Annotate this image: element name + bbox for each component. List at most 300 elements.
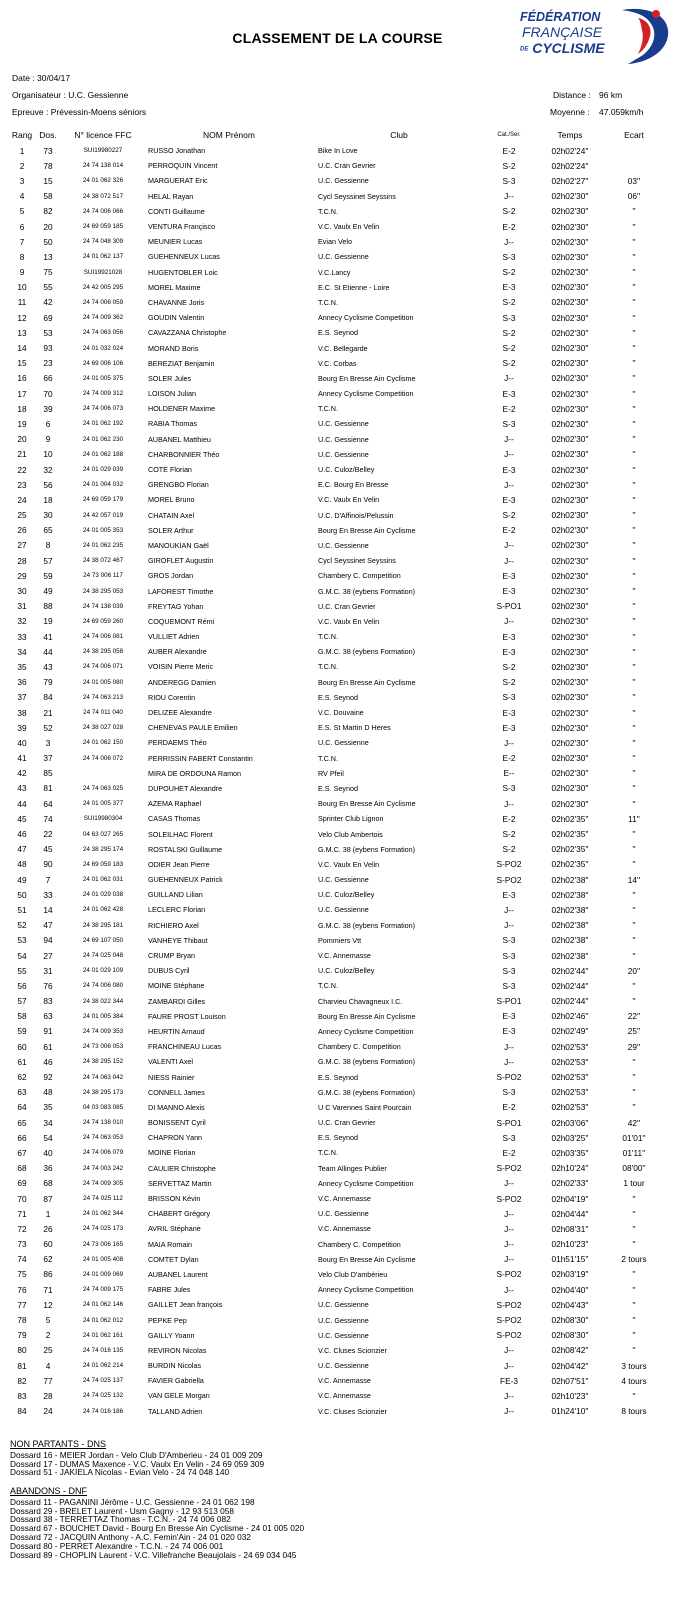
bib-cell: 93 — [43, 343, 53, 354]
bib-cell: 76 — [43, 980, 53, 991]
dns-title: NON PARTANTS - DNS — [10, 1439, 107, 1449]
category-cell: S-3 — [502, 1087, 516, 1098]
time-cell: 02h02'30'' — [551, 236, 589, 247]
gap-cell: 4 tours — [621, 1375, 647, 1386]
bib-cell: 65 — [43, 525, 53, 536]
bib-cell: 78 — [43, 160, 53, 171]
gap-cell: '' — [632, 616, 636, 627]
time-cell: 02h02'38'' — [551, 950, 589, 961]
category-cell: S-2 — [502, 677, 516, 688]
rank-cell: 31 — [17, 601, 27, 612]
rank-cell: 34 — [17, 646, 27, 657]
category-cell: J-- — [504, 737, 514, 748]
club-cell: T.C.N. — [318, 662, 338, 672]
gap-cell: '' — [632, 1299, 636, 1310]
category-cell: E-3 — [502, 1011, 516, 1022]
category-cell: S-PO2 — [496, 859, 522, 870]
club-cell: V.C. Bellegarde — [318, 343, 368, 353]
category-cell: E-3 — [502, 388, 516, 399]
licence-cell: 24 74 016 186 — [82, 1407, 124, 1415]
club-cell: RV Pfeil — [318, 768, 344, 778]
category-cell: J-- — [504, 1284, 514, 1295]
time-cell: 02h02'30'' — [551, 373, 589, 384]
rank-cell: 61 — [17, 1056, 27, 1067]
licence-cell: 24 01 062 192 — [82, 420, 124, 428]
time-cell: 02h02'30'' — [551, 722, 589, 733]
category-cell: J-- — [504, 191, 514, 202]
club-cell: V.C. Vaulx En Velin — [318, 222, 380, 232]
club-cell: Charvieu Chavagneux I.C. — [318, 996, 403, 1006]
list-item: Dossard 38 - TERRETTAZ Thomas - T.C.N. - 24 74 006 082 — [10, 1514, 231, 1525]
category-cell: J-- — [504, 540, 514, 551]
time-cell: 02h08'42'' — [551, 1345, 589, 1356]
gap-cell: '' — [632, 297, 636, 308]
table-row — [10, 1176, 662, 1191]
category-cell: E-3 — [502, 282, 516, 293]
bib-cell: 30 — [43, 510, 53, 521]
bib-cell: 4 — [45, 1360, 51, 1371]
dnf-list — [10, 1498, 304, 1560]
gap-cell: '' — [632, 707, 636, 718]
bib-cell: 41 — [43, 631, 53, 642]
licence-cell: 24 74 063 213 — [82, 693, 124, 701]
gap-cell: '' — [632, 570, 636, 581]
gap-cell: '' — [632, 388, 636, 399]
category-cell: E-2 — [502, 813, 516, 824]
gap-cell: '' — [632, 1208, 636, 1219]
category-cell: J-- — [504, 1041, 514, 1052]
table-row — [10, 371, 662, 386]
bib-cell: 46 — [43, 1056, 53, 1067]
time-cell: 02h07'51'' — [551, 1375, 589, 1386]
licence-cell: 24 01 062 161 — [82, 1331, 124, 1339]
table-row — [10, 978, 662, 993]
gap-cell: '' — [632, 631, 636, 642]
category-cell: J-- — [504, 236, 514, 247]
rider-name-cell: GUEHENNEUX Patrick — [148, 875, 223, 885]
rider-name-cell: BURDIN Nicolas — [148, 1361, 202, 1371]
bib-cell: 18 — [43, 494, 53, 505]
time-cell: 02h02'30'' — [551, 388, 589, 399]
category-cell: J-- — [504, 904, 514, 915]
club-cell: U.C. Gessienne — [318, 1300, 369, 1310]
rank-cell: 18 — [17, 403, 27, 414]
rank-cell: 55 — [17, 965, 27, 976]
bib-cell: 22 — [43, 829, 53, 840]
bib-cell: 79 — [43, 677, 53, 688]
category-cell: S-PO1 — [496, 996, 522, 1007]
table-row — [10, 1130, 662, 1145]
licence-cell: 24 74 063 042 — [82, 1073, 124, 1081]
licence-cell: 24 74 048 309 — [82, 238, 124, 246]
rider-name-cell: FAVIER Gabriella — [148, 1376, 204, 1386]
rank-cell: 68 — [17, 1163, 27, 1174]
rank-cell: 75 — [17, 1269, 27, 1280]
table-row — [10, 902, 662, 917]
gap-cell: '' — [632, 722, 636, 733]
bib-cell: 81 — [43, 783, 53, 794]
gap-cell: '' — [632, 1315, 636, 1326]
gap-cell: 14'' — [627, 874, 641, 885]
time-cell: 02h02'30'' — [551, 616, 589, 627]
licence-cell: 24 01 062 137 — [82, 253, 124, 261]
time-cell: 02h02'35'' — [551, 859, 589, 870]
rider-name-cell: CHENEVAS PAULE Emilien — [148, 723, 238, 733]
licence-cell: 24 38 295 053 — [82, 587, 124, 595]
table-row — [10, 720, 662, 735]
rank-cell: 54 — [17, 950, 27, 961]
category-cell: FE-3 — [500, 1375, 518, 1386]
licence-cell: 24 74 025 048 — [82, 952, 124, 960]
category-cell: J-- — [504, 373, 514, 384]
rider-name-cell: SOLEILHAC Florent — [148, 829, 213, 839]
licence-cell: 04 63 027 265 — [82, 830, 124, 838]
table-row — [10, 1145, 662, 1160]
time-cell: 02h03'06'' — [551, 1117, 589, 1128]
licence-cell: 24 74 025 112 — [83, 1195, 123, 1203]
club-cell: G.M.C. 38 (eybens Formation) — [318, 844, 416, 854]
time-cell: 02h02'30'' — [551, 282, 589, 293]
gap-cell: 01'01'' — [622, 1132, 646, 1143]
licence-cell: 24 74 063 053 — [82, 1134, 124, 1142]
club-cell: E.S. Seynod — [318, 328, 358, 338]
licence-cell: 24 74 063 056 — [82, 329, 124, 337]
rider-name-cell: MIRA DE ORDOUNA Ramon — [148, 768, 242, 778]
category-cell: J-- — [504, 1406, 514, 1417]
table-row — [10, 325, 662, 340]
category-cell: J-- — [504, 1360, 514, 1371]
rider-name-cell: LECLERC Florian — [148, 905, 206, 915]
time-cell: 02h02'38'' — [551, 935, 589, 946]
rider-name-cell: BRISSON Kévin — [148, 1194, 201, 1204]
time-cell: 02h02'53'' — [551, 1056, 589, 1067]
table-row — [10, 705, 662, 720]
gap-cell: '' — [632, 829, 636, 840]
time-cell: 02h02'44'' — [551, 996, 589, 1007]
time-cell: 02h02'30'' — [551, 418, 589, 429]
category-cell: E-2 — [502, 525, 516, 536]
category-cell: J-- — [504, 1345, 514, 1356]
time-cell: 02h03'25'' — [551, 1132, 589, 1143]
licence-cell: 24 73 006 117 — [83, 572, 123, 580]
rank-cell: 44 — [17, 798, 27, 809]
category-cell: J-- — [504, 1239, 514, 1250]
table-row — [10, 1312, 662, 1327]
gap-cell: '' — [632, 935, 636, 946]
time-cell: 02h10'24'' — [551, 1163, 589, 1174]
bib-cell: 8 — [45, 540, 51, 551]
rider-name-cell: COMTET Dylan — [148, 1254, 199, 1264]
bib-cell: 92 — [43, 1072, 53, 1083]
category-cell: S-2 — [502, 844, 516, 855]
table-row — [10, 568, 662, 583]
rank-cell: 37 — [17, 692, 27, 703]
bib-cell: 37 — [43, 753, 53, 764]
table-row — [10, 1252, 662, 1267]
rank-cell: 21 — [17, 449, 27, 460]
time-cell: 02h02'30'' — [551, 327, 589, 338]
table-row — [10, 811, 662, 826]
club-cell: V.C. Vaulx En Velin — [318, 616, 380, 626]
table-row — [10, 1100, 662, 1115]
category-cell: E-3 — [502, 1026, 516, 1037]
licence-cell: 24 01 005 408 — [82, 1255, 124, 1263]
licence-cell: 24 74 138 010 — [82, 1119, 124, 1127]
rider-name-cell: CHATAIN Axel — [148, 510, 195, 520]
rank-cell: 82 — [17, 1375, 27, 1386]
club-cell: V.C. Vaulx En Velin — [318, 495, 380, 505]
table-row — [10, 295, 662, 310]
licence-cell: 24 01 005 384 — [82, 1012, 124, 1020]
club-cell: T.C.N. — [318, 981, 338, 991]
table-row — [10, 1267, 662, 1282]
rank-cell: 50 — [17, 889, 27, 900]
time-cell: 02h02'30'' — [551, 753, 589, 764]
club-cell: E.S. Seynod — [318, 783, 358, 793]
table-row — [10, 492, 662, 507]
club-cell: G.M.C. 38 (eybens Formation) — [318, 586, 416, 596]
category-cell: S-2 — [502, 297, 516, 308]
table-row — [10, 508, 662, 523]
time-cell: 02h02'30'' — [551, 737, 589, 748]
rider-name-cell: AVRIL Stéphane — [148, 1224, 201, 1234]
licence-cell: 24 74 006 066 — [82, 207, 124, 215]
category-cell: S-PO1 — [496, 1117, 522, 1128]
rank-cell: 48 — [17, 859, 27, 870]
gap-cell: '' — [632, 403, 636, 414]
licence-cell: SUI19921028 — [83, 268, 123, 276]
gap-cell: '' — [632, 206, 636, 217]
bib-cell: 32 — [43, 464, 53, 475]
rank-cell: 22 — [17, 464, 27, 475]
time-cell: 02h02'53'' — [551, 1102, 589, 1113]
gap-cell: '' — [632, 434, 636, 445]
club-cell: U.C. Gessienne — [318, 1209, 369, 1219]
rank-cell: 53 — [17, 935, 27, 946]
club-cell: U.C. Cran Gevrier — [318, 161, 376, 171]
time-cell: 02h02'53'' — [551, 1087, 589, 1098]
licence-cell: 24 01 062 188 — [82, 450, 124, 458]
rider-name-cell: FABRE Jules — [148, 1285, 191, 1295]
rider-name-cell: TALLAND Adrien — [148, 1406, 203, 1416]
rank-cell: 12 — [17, 312, 27, 323]
list-item: Dossard 80 - PERRET Alexandre - T.C.N. - 24 74 006 001 — [10, 1540, 224, 1551]
club-cell: V.C. Cluses Scionzier — [318, 1345, 387, 1355]
bib-cell: 26 — [43, 1223, 53, 1234]
rank-cell: 15 — [17, 358, 27, 369]
licence-cell — [62, 766, 144, 781]
licence-cell: 24 01 032 024 — [82, 344, 124, 352]
rank-cell: 14 — [17, 343, 27, 354]
category-cell: S-PO1 — [496, 601, 522, 612]
bib-cell: 49 — [43, 586, 53, 597]
licence-cell: 24 74 006 081 — [82, 633, 124, 641]
rank-cell: 60 — [17, 1041, 27, 1052]
bib-cell: 60 — [43, 1239, 53, 1250]
club-cell: T.C.N. — [318, 1148, 338, 1158]
rank-cell: 69 — [17, 1178, 27, 1189]
gap-cell: '' — [632, 267, 636, 278]
table-row — [10, 462, 662, 477]
gap-cell: '' — [632, 737, 636, 748]
gap-cell: '' — [632, 1056, 636, 1067]
licence-cell: 24 74 011 040 — [83, 709, 123, 717]
table-row — [10, 523, 662, 538]
time-cell: 02h02'30'' — [551, 403, 589, 414]
gap-cell: '' — [632, 540, 636, 551]
bib-cell: 12 — [43, 1299, 53, 1310]
col-ecart: Ecart — [624, 130, 644, 140]
licence-cell: 24 74 016 135 — [82, 1346, 124, 1354]
club-cell: Cycl Seyssinet Seyssins — [318, 556, 396, 566]
time-cell: 02h02'30'' — [551, 783, 589, 794]
table-row — [10, 189, 662, 204]
gap-cell: '' — [632, 601, 636, 612]
club-cell: G.M.C. 38 (eybens Formation) — [318, 647, 416, 657]
rider-name-cell: ROSTALSKI Guillaume — [148, 844, 223, 854]
rank-cell: 20 — [17, 434, 27, 445]
rider-name-cell: MEUNIER Lucas — [148, 237, 203, 247]
bib-cell: 13 — [43, 251, 53, 262]
licence-cell: 24 69 059 185 — [82, 223, 124, 231]
rank-cell: 10 — [17, 282, 27, 293]
gap-cell: '' — [632, 343, 636, 354]
category-cell: J-- — [504, 1178, 514, 1189]
table-row — [10, 766, 662, 781]
category-cell: S-2 — [502, 510, 516, 521]
category-cell: S-3 — [502, 935, 516, 946]
time-cell: 02h03'19'' — [551, 1269, 589, 1280]
bib-cell: 69 — [43, 312, 53, 323]
time-cell: 02h02'24'' — [551, 145, 589, 156]
club-cell: V.C. Annemasse — [318, 1391, 371, 1401]
gap-cell: '' — [632, 555, 636, 566]
table-row — [10, 204, 662, 219]
category-cell: S-PO2 — [496, 1315, 522, 1326]
distance-value: 96 km — [599, 90, 623, 100]
bib-cell: 53 — [43, 327, 53, 338]
rank-cell: 45 — [17, 813, 27, 824]
gap-cell: '' — [632, 1390, 636, 1401]
rank-cell: 83 — [17, 1390, 27, 1401]
category-cell: S-PO2 — [496, 1072, 522, 1083]
time-cell: 02h02'24'' — [551, 160, 589, 171]
time-cell: 02h02'27'' — [551, 175, 589, 186]
category-cell: J-- — [504, 1254, 514, 1265]
licence-cell: 24 69 059 260 — [82, 617, 124, 625]
time-cell: 02h04'43'' — [551, 1299, 589, 1310]
bib-cell: 33 — [43, 889, 53, 900]
gap-cell: '' — [632, 1284, 636, 1295]
bib-cell: 45 — [43, 844, 53, 855]
category-cell: E-3 — [502, 631, 516, 642]
club-cell: U.C. Cran Gevrier — [318, 1118, 376, 1128]
table-row — [10, 629, 662, 644]
rank-cell: 3 — [19, 175, 25, 186]
rider-name-cell: CHAVANNE Joris — [148, 297, 205, 307]
club-cell: U.C. Culoz/Belley — [318, 966, 375, 976]
bib-cell: 57 — [43, 555, 53, 566]
licence-cell: 24 73 006 165 — [82, 1240, 124, 1248]
rider-name-cell: COQUEMONT Rémi — [148, 616, 215, 626]
table-row — [10, 1206, 662, 1221]
gap-cell: '' — [632, 753, 636, 764]
bib-cell: 1 — [45, 1208, 51, 1219]
category-cell: E-2 — [502, 403, 516, 414]
licence-cell: 24 74 009 175 — [82, 1286, 124, 1294]
club-cell: T.C.N. — [318, 404, 338, 414]
rank-cell: 46 — [17, 829, 27, 840]
list-item: Dossard 51 - JAKIELA Nicolas - Evian Velo - 24 74 048 140 — [10, 1467, 230, 1478]
gap-cell: '' — [632, 844, 636, 855]
bib-cell: 43 — [43, 661, 53, 672]
licence-cell: 24 74 009 312 — [82, 390, 124, 398]
rank-cell: 51 — [17, 904, 27, 915]
rider-name-cell: CASAS Thomas — [148, 814, 201, 824]
bib-cell: 88 — [43, 601, 53, 612]
rank-cell: 71 — [17, 1208, 27, 1219]
gap-cell: '' — [632, 904, 636, 915]
gap-cell: '' — [632, 358, 636, 369]
licence-cell: 24 01 062 150 — [82, 739, 124, 747]
club-cell: T.C.N. — [318, 632, 338, 642]
table-row — [10, 553, 662, 568]
ffc-logo — [520, 4, 670, 68]
rank-cell: 65 — [17, 1117, 27, 1128]
col-nom: NOM Prénom — [203, 130, 255, 140]
licence-cell: 24 01 005 375 — [82, 374, 124, 382]
gap-cell: '' — [632, 646, 636, 657]
gap-cell: '' — [632, 692, 636, 703]
rank-cell: 72 — [17, 1223, 27, 1234]
rank-cell: 23 — [17, 479, 27, 490]
rank-cell: 28 — [17, 555, 27, 566]
table-row — [10, 644, 662, 659]
table-row — [10, 1358, 662, 1373]
licence-cell: 24 74 009 353 — [82, 1027, 124, 1035]
bib-cell: 74 — [43, 813, 53, 824]
table-row — [10, 1237, 662, 1252]
category-cell: S-2 — [502, 661, 516, 672]
time-cell: 02h04'42'' — [551, 1360, 589, 1371]
time-cell: 02h02'35'' — [551, 813, 589, 824]
rank-cell: 25 — [17, 510, 27, 521]
bib-cell: 55 — [43, 282, 53, 293]
licence-cell: 24 38 295 058 — [82, 648, 124, 656]
gap-cell: '' — [632, 798, 636, 809]
category-cell: E-3 — [502, 570, 516, 581]
licence-cell: 24 01 062 230 — [82, 435, 124, 443]
rider-name-cell: PERROQUIN Vincent — [148, 161, 218, 171]
rider-name-cell: HOLDENER Maxime — [148, 404, 216, 414]
time-cell: 02h02'30'' — [551, 494, 589, 505]
category-cell: E-3 — [502, 494, 516, 505]
category-cell: S-PO2 — [496, 1193, 522, 1204]
rank-cell: 13 — [17, 327, 27, 338]
bib-cell: 94 — [43, 935, 53, 946]
licence-cell: 24 74 009 305 — [82, 1179, 124, 1187]
club-cell: V.C.Lancy — [318, 267, 351, 277]
table-row — [10, 1085, 662, 1100]
average-label: Moyenne : — [550, 107, 590, 117]
col-licence: N° licence FFC — [74, 130, 132, 140]
club-cell: Bourg En Bresse Ain Cyclisme — [318, 799, 416, 809]
category-cell: S-3 — [502, 950, 516, 961]
club-cell: Team Allinges Publier — [318, 1163, 387, 1173]
time-cell: 02h08'30'' — [551, 1330, 589, 1341]
licence-cell: 24 01 062 146 — [82, 1301, 124, 1309]
gap-cell: 11'' — [628, 813, 640, 824]
